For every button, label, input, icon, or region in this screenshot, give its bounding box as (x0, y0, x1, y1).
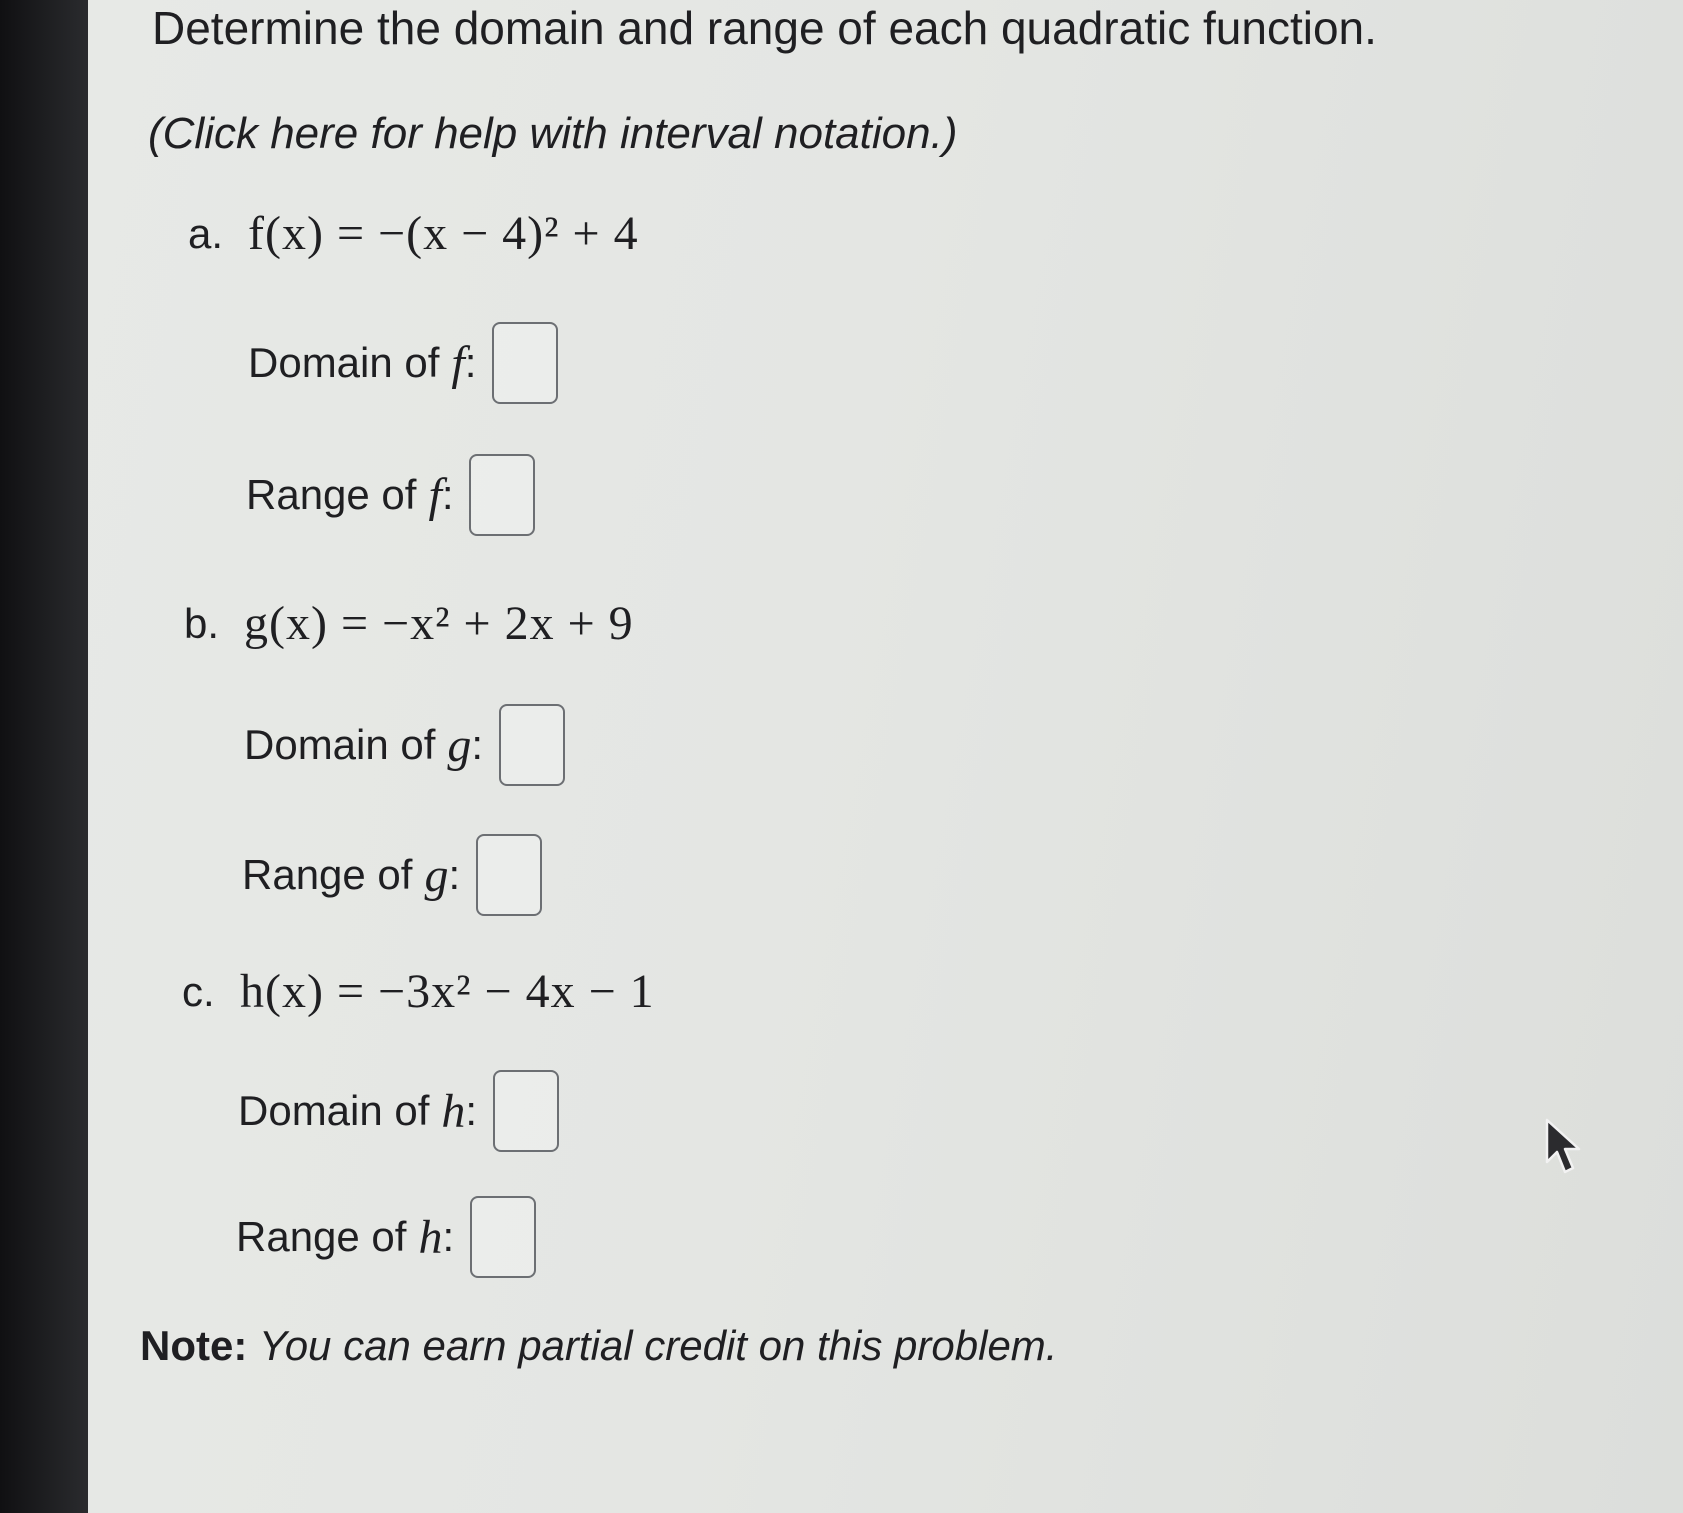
domain-g-input[interactable] (499, 704, 565, 786)
domain-g-var: g (447, 718, 472, 772)
domain-f-input[interactable] (492, 322, 558, 404)
domain-h-label: Domain of (238, 1087, 430, 1134)
domain-f-label: Domain of (248, 339, 440, 386)
problem-a-formula: f(x) = −(x − 4)² + 4 (248, 207, 639, 260)
range-g-input[interactable] (476, 834, 542, 916)
range-f-colon: : (441, 471, 454, 518)
domain-f-colon: : (464, 339, 477, 386)
range-f-row (246, 454, 535, 536)
note-label: Note: (140, 1322, 248, 1369)
domain-h-input[interactable] (493, 1070, 559, 1152)
domain-g-colon: : (471, 721, 484, 768)
domain-f-var: f (451, 336, 465, 390)
problem-b-label: b. (184, 600, 220, 647)
partial-credit-note (140, 1318, 1057, 1374)
domain-h-colon: : (465, 1087, 478, 1134)
range-f-var: f (428, 468, 442, 522)
range-h-colon: : (442, 1213, 455, 1260)
problem-c-label: c. (182, 968, 215, 1015)
range-h-label: Range of (236, 1213, 407, 1260)
domain-g-label: Domain of (244, 721, 436, 768)
arrow-cursor-icon (1543, 1118, 1587, 1178)
range-h-row (236, 1196, 536, 1278)
problem-c-formula: h(x) = −3x² − 4x − 1 (240, 965, 655, 1018)
problem-screen (88, 0, 1683, 1513)
interval-notation-help-link[interactable]: (Click here for help with interval notation.) (148, 109, 958, 158)
range-g-label: Range of (242, 851, 413, 898)
problem-b-formula: g(x) = −x² + 2x + 9 (244, 597, 634, 650)
range-f-label: Range of (246, 471, 417, 518)
range-f-input[interactable] (469, 454, 535, 536)
range-g-colon: : (448, 851, 461, 898)
domain-h-row (238, 1070, 559, 1152)
note-text: You can earn partial credit on this problem. (259, 1322, 1058, 1369)
problem-content (88, 0, 1683, 1513)
range-g-var: g (424, 848, 449, 902)
domain-h-var: h (441, 1084, 466, 1138)
page-title: Determine the domain and range of each quadratic function. (152, 2, 1377, 54)
domain-g-row (244, 704, 565, 786)
range-h-var: h (418, 1210, 443, 1264)
monitor-bezel (0, 0, 88, 1513)
range-h-input[interactable] (470, 1196, 536, 1278)
problem-a-label: a. (188, 210, 224, 257)
domain-f-row (248, 322, 558, 404)
range-g-row (242, 834, 542, 916)
